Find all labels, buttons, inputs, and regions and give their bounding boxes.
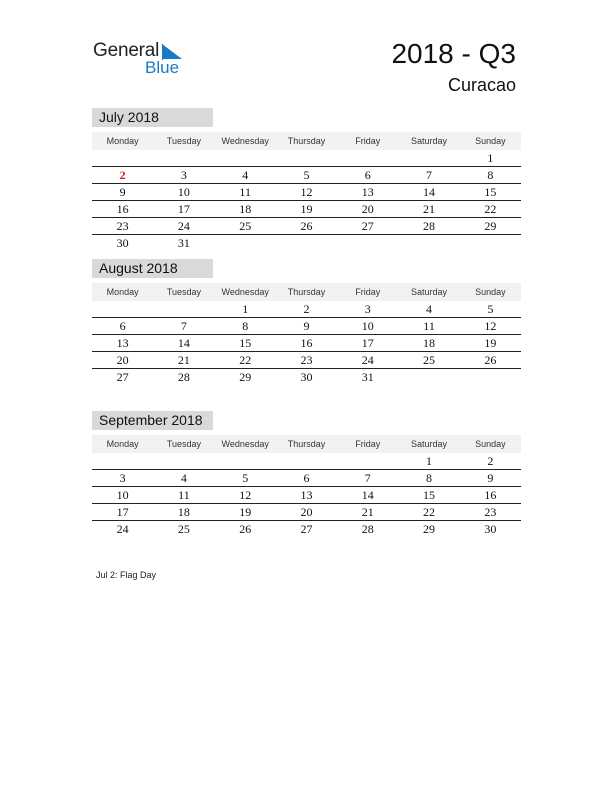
day-cell: 23 (116, 219, 129, 233)
logo-general-text: General (93, 40, 160, 61)
weekday-label: Wednesday (221, 439, 269, 449)
day-cell (398, 235, 459, 251)
day-cell (276, 150, 337, 166)
day-cell (276, 453, 337, 469)
month-august (92, 259, 521, 385)
day-cell (153, 453, 214, 469)
weekday-label: Saturday (411, 136, 448, 146)
day-cell: 17 (177, 202, 190, 216)
day-cell: 14 (361, 488, 374, 502)
week-row (92, 504, 521, 521)
day-cell: 1 (426, 454, 433, 468)
day-cell: 18 (239, 202, 252, 216)
day-cell: 27 (116, 370, 129, 384)
day-cell: 31 (361, 370, 374, 384)
day-cell: 9 (119, 185, 126, 199)
week-row (92, 335, 521, 352)
day-cell: 12 (239, 488, 252, 502)
month-september (92, 411, 521, 537)
day-cell (153, 301, 214, 317)
day-cell: 10 (177, 185, 190, 199)
day-cell: 16 (484, 488, 497, 502)
week-row (92, 369, 521, 385)
day-cell (215, 150, 276, 166)
country-name: Curacao (447, 75, 516, 95)
day-cell: 21 (361, 505, 374, 519)
day-cell: 28 (361, 522, 374, 536)
week-row (92, 318, 521, 335)
day-cell (153, 150, 214, 166)
day-cell: 1 (242, 302, 249, 316)
day-cell: 11 (239, 185, 251, 199)
weekday-label: Sunday (475, 439, 506, 449)
weekday-label: Saturday (411, 287, 448, 297)
day-cell: 15 (423, 488, 436, 502)
day-cell: 26 (484, 353, 497, 367)
weekday-label: Wednesday (221, 136, 269, 146)
day-cell: 10 (361, 319, 374, 333)
weekday-label: Saturday (411, 439, 448, 449)
day-cell: 3 (364, 302, 371, 316)
week-row (92, 150, 521, 167)
day-cell (92, 150, 153, 166)
week-row (92, 352, 521, 369)
week-row (92, 235, 521, 251)
day-cell: 6 (303, 471, 310, 485)
weekday-label: Thursday (287, 439, 326, 449)
day-cell: 6 (364, 168, 371, 182)
day-cell: 14 (177, 336, 190, 350)
week-row (92, 218, 521, 235)
day-cell: 27 (361, 219, 374, 233)
day-cell: 10 (116, 488, 129, 502)
day-cell: 13 (300, 488, 313, 502)
day-cell: 16 (116, 202, 129, 216)
weekday-label: Thursday (287, 287, 326, 297)
holiday-notes (96, 570, 156, 580)
day-cell: 8 (426, 471, 433, 485)
holiday-day-cell: 2 (119, 168, 126, 182)
weekday-label: Friday (355, 287, 381, 297)
day-cell: 5 (242, 471, 249, 485)
day-cell: 17 (361, 336, 374, 350)
day-cell: 13 (361, 185, 374, 199)
day-cell: 19 (239, 505, 252, 519)
day-cell (92, 301, 153, 317)
day-cell: 25 (239, 219, 252, 233)
weekday-label: Tuesday (166, 439, 202, 449)
day-cell: 5 (487, 302, 494, 316)
day-cell: 8 (242, 319, 249, 333)
day-cell (337, 453, 398, 469)
day-cell: 19 (484, 336, 497, 350)
weekday-label: Tuesday (166, 136, 202, 146)
month-title: September 2018 (92, 411, 213, 430)
weekday-header-row (92, 132, 521, 150)
day-cell: 18 (177, 505, 190, 519)
week-row (92, 301, 521, 318)
day-cell: 4 (242, 168, 249, 182)
day-cell: 26 (300, 219, 313, 233)
day-cell: 11 (178, 488, 190, 502)
day-cell (460, 369, 521, 385)
weekday-label: Friday (355, 136, 381, 146)
day-cell: 13 (116, 336, 129, 350)
generalblue-logo (93, 40, 193, 80)
day-cell: 4 (426, 302, 433, 316)
day-cell: 26 (239, 522, 252, 536)
day-cell: 2 (487, 454, 494, 468)
day-cell: 8 (487, 168, 494, 182)
day-cell: 29 (239, 370, 252, 384)
day-cell: 16 (300, 336, 313, 350)
month-july (92, 108, 521, 251)
weekday-label: Thursday (287, 136, 326, 146)
month-title: July 2018 (92, 108, 213, 127)
day-cell: 24 (116, 522, 129, 536)
day-cell: 27 (300, 522, 313, 536)
day-cell: 18 (423, 336, 436, 350)
weekday-label: Monday (106, 287, 139, 297)
day-cell: 22 (484, 202, 497, 216)
weekday-label: Sunday (475, 287, 506, 297)
day-cell (215, 453, 276, 469)
day-cell: 3 (119, 471, 126, 485)
day-cell: 29 (484, 219, 497, 233)
day-cell: 11 (423, 319, 435, 333)
day-cell (460, 235, 521, 251)
day-cell: 30 (116, 236, 129, 250)
logo-blue-text: Blue (145, 58, 180, 77)
day-cell: 3 (180, 168, 187, 182)
day-cell (92, 453, 153, 469)
weekday-header-row (92, 435, 521, 453)
day-cell: 12 (300, 185, 313, 199)
day-cell: 14 (423, 185, 436, 199)
day-cell: 20 (361, 202, 374, 216)
weekday-label: Wednesday (221, 287, 269, 297)
day-cell: 1 (487, 151, 494, 165)
day-cell: 15 (484, 185, 497, 199)
day-cell (276, 235, 337, 251)
day-cell: 4 (180, 471, 187, 485)
day-cell: 6 (119, 319, 126, 333)
day-cell: 29 (423, 522, 436, 536)
day-cell: 20 (116, 353, 129, 367)
weekday-label: Tuesday (166, 287, 202, 297)
holiday-note: Jul 2: Flag Day (96, 570, 157, 580)
day-cell: 7 (180, 319, 187, 333)
day-cell: 12 (484, 319, 497, 333)
week-row (92, 487, 521, 504)
day-cell: 15 (239, 336, 252, 350)
weekday-label: Monday (106, 439, 139, 449)
day-cell: 28 (177, 370, 190, 384)
day-cell (398, 150, 459, 166)
weekday-header-row (92, 283, 521, 301)
day-cell: 30 (300, 370, 313, 384)
day-cell: 20 (300, 505, 313, 519)
day-cell: 7 (364, 471, 371, 485)
week-row (92, 201, 521, 218)
day-cell: 22 (423, 505, 436, 519)
page-title: 2018 - Q3 (391, 38, 516, 69)
day-cell (398, 369, 459, 385)
day-cell: 5 (303, 168, 310, 182)
day-cell: 9 (303, 319, 310, 333)
day-cell: 21 (177, 353, 190, 367)
day-cell: 24 (361, 353, 374, 367)
weekday-label: Monday (106, 136, 139, 146)
weekday-label: Friday (355, 439, 381, 449)
day-cell: 21 (423, 202, 436, 216)
day-cell: 23 (300, 353, 313, 367)
day-cell: 7 (426, 168, 433, 182)
day-cell (337, 235, 398, 251)
day-cell: 22 (239, 353, 252, 367)
day-cell (337, 150, 398, 166)
day-cell: 9 (487, 471, 494, 485)
week-row (92, 470, 521, 487)
day-cell: 28 (423, 219, 436, 233)
day-cell (215, 235, 276, 251)
day-cell: 19 (300, 202, 313, 216)
day-cell: 25 (177, 522, 190, 536)
week-row (92, 521, 521, 537)
week-row (92, 167, 521, 184)
week-row (92, 184, 521, 201)
day-cell: 30 (484, 522, 497, 536)
day-cell: 2 (303, 302, 310, 316)
day-cell: 23 (484, 505, 497, 519)
day-cell: 17 (116, 505, 129, 519)
day-cell: 24 (177, 219, 190, 233)
weekday-label: Sunday (475, 136, 506, 146)
day-cell: 31 (177, 236, 190, 250)
day-cell: 25 (423, 353, 436, 367)
week-row (92, 453, 521, 470)
month-title: August 2018 (92, 259, 213, 278)
